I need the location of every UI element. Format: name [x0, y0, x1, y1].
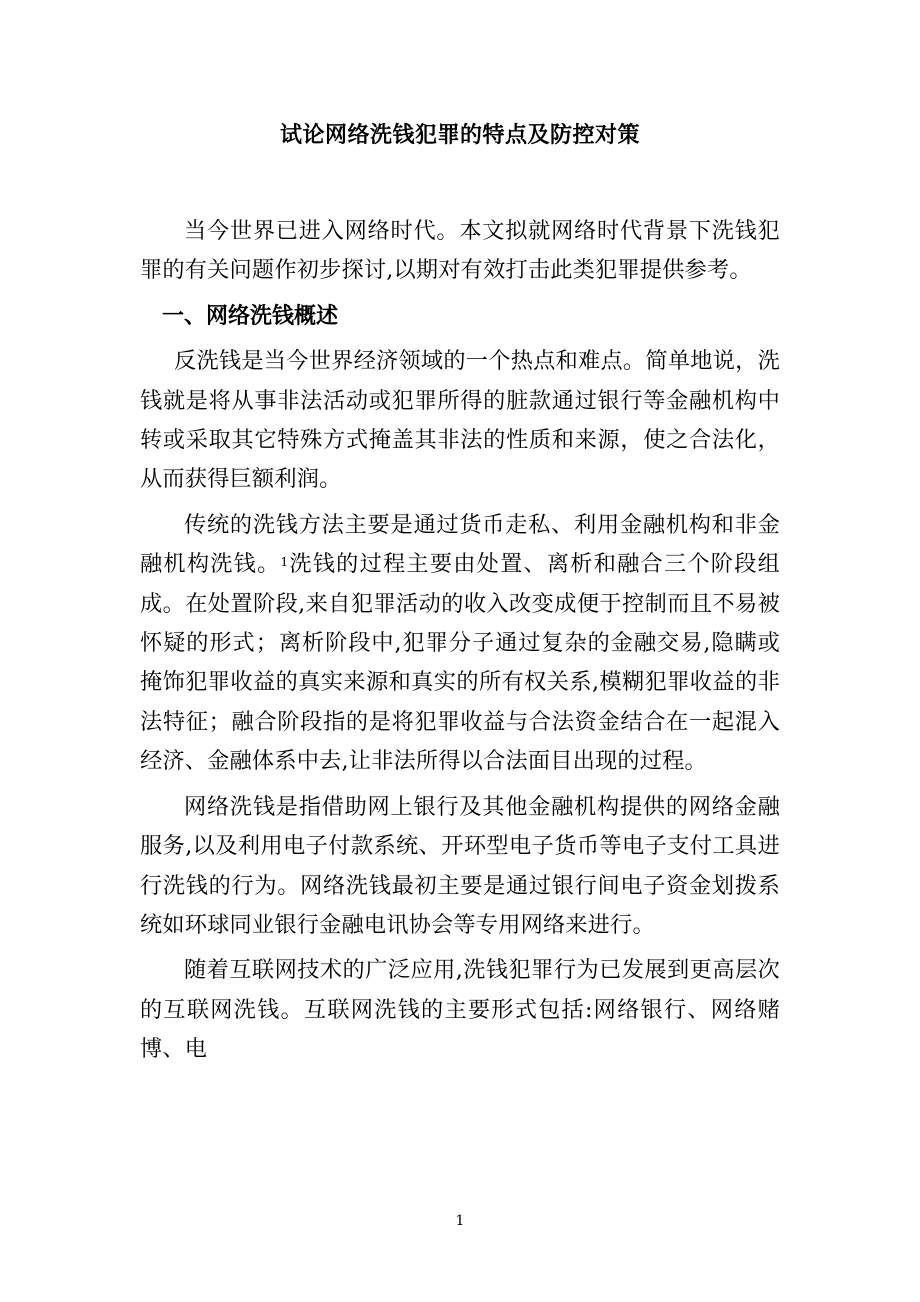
paragraph-2-text-b: 洗钱的过程主要由处置、离析和融合三个阶段组成。在处置阶段,来自犯罪活动的收入改变成便于控制而且不易被怀疑的形式；离析阶段中,犯罪分子通过复杂的金融交易,隐瞒或掩饰犯罪收益的真实来源和真实的所有权关系,模糊犯罪收益的非法特征；融合阶段指的是将犯罪收益与合法资金结合在一起混入经济、金融体系中去,让非法所得以合法面目出现的过程。: [140, 551, 780, 775]
document-body: [140, 212, 780, 1070]
section-heading: 一、网络洗钱概述: [162, 302, 339, 329]
body-paragraph-2: [140, 506, 780, 782]
body-paragraph-1: 反洗钱是当今世界经济领域的一个热点和难点。简单地说，洗钱就是将从事非法活动或犯罪所得的脏款通过银行等金融机构中转或采取其它特殊方式掩盖其非法的性质和来源，使之合法化，从而获得巨额利润。: [140, 348, 780, 493]
body-paragraph-3: 网络洗钱是指借助网上银行及其他金融机构提供的网络金融服务,以及利用电子付款系统、开环型电子货币等电子支付工具进行洗钱的行为。网络洗钱最初主要是通过银行间电子资金划拨系统如环球同业银行金融电讯协会等专用网络来进行。: [140, 793, 780, 938]
body-paragraph-4: 随着互联网技术的广泛应用,洗钱犯罪行为已发展到更高层次的互联网洗钱。互联网洗钱的主要形式包括:网络银行、网络赌博、电: [140, 957, 780, 1063]
paragraph-2-text-a: 传统的洗钱方法主要是通过货币走私、利用金融机构和非金融机构洗钱。: [140, 511, 780, 578]
footnote-marker[interactable]: 1: [280, 555, 289, 570]
document-title: 试论网络洗钱犯罪的特点及防控对策: [279, 122, 640, 148]
intro-paragraph: 当今世界已进入网络时代。本文拟就网络时代背景下洗钱犯罪的有关问题作初步探讨,以期对有效打击此类犯罪提供参考。: [140, 218, 780, 284]
page-number: 1: [455, 1213, 465, 1229]
